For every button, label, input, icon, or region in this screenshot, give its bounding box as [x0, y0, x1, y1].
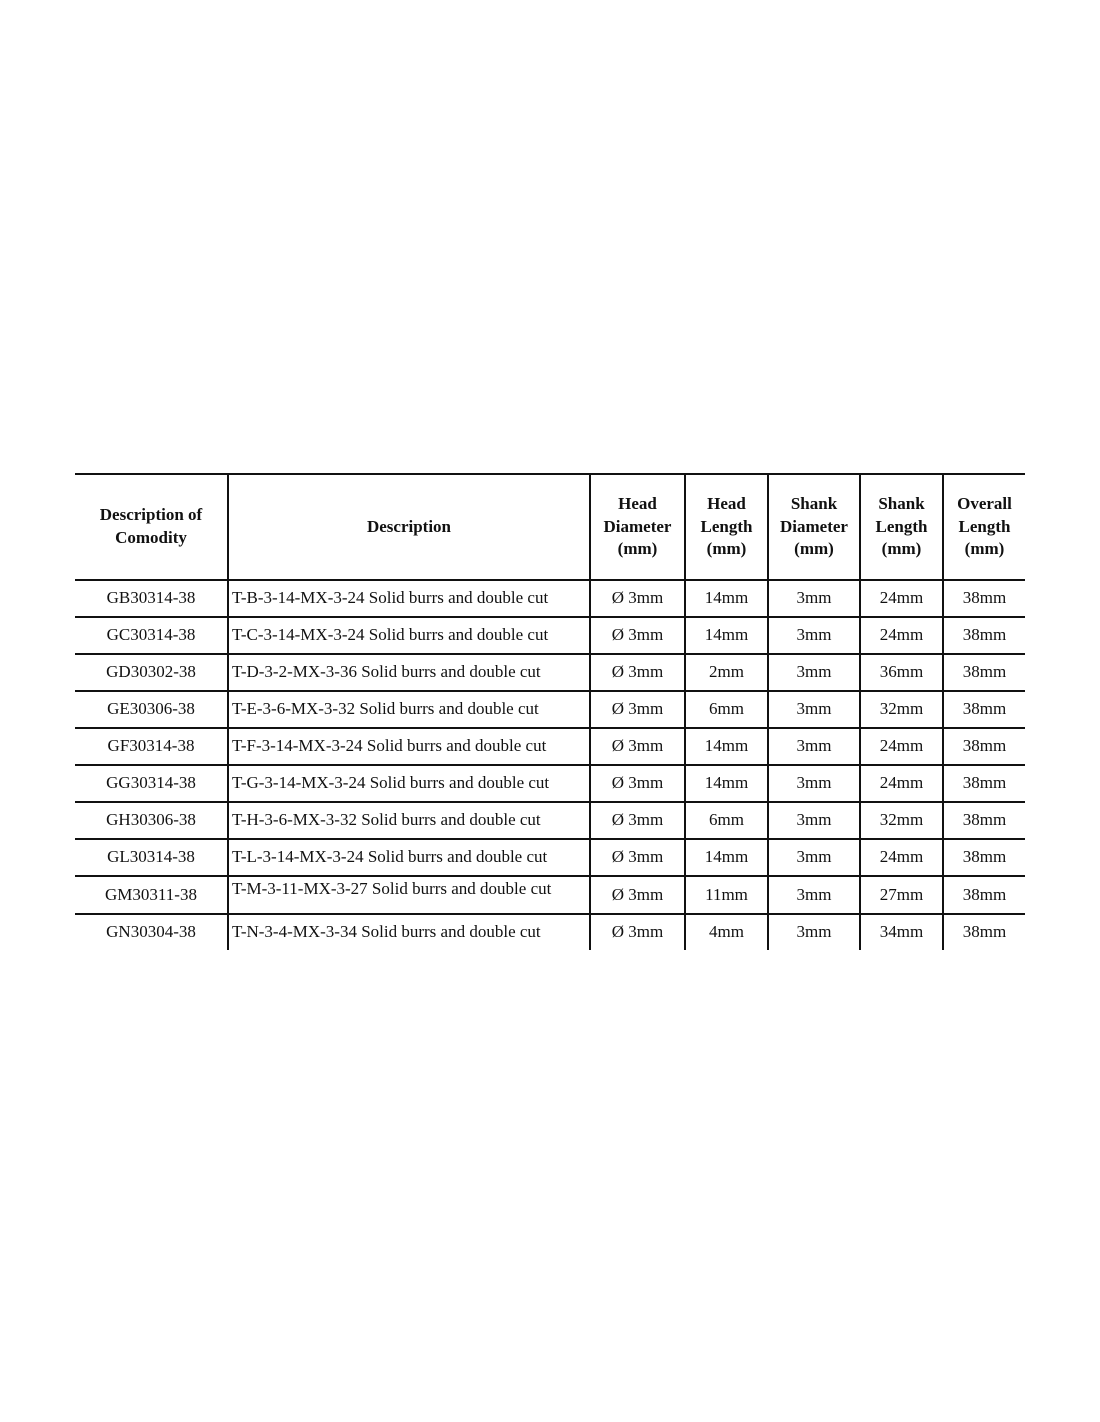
- header-shank-length: [860, 474, 943, 580]
- table-row: [75, 876, 1025, 914]
- cell-overall-length: 38mm: [943, 654, 1025, 691]
- header-head-length-line: Head: [707, 493, 746, 513]
- cell-head-diameter: Ø 3mm: [590, 876, 685, 914]
- header-shank-diameter-line: (mm): [794, 539, 834, 559]
- cell-shank-length: 36mm: [860, 654, 943, 691]
- cell-overall-length: 38mm: [943, 876, 1025, 914]
- header-overall-length: [943, 474, 1025, 580]
- header-overall-length-line: Length: [958, 516, 1011, 536]
- cell-head-length: 14mm: [685, 580, 768, 617]
- table-row: [75, 765, 1025, 802]
- header-shank-diameter: [768, 474, 860, 580]
- cell-shank-length: 32mm: [860, 691, 943, 728]
- cell-commodity: GN30304-38: [75, 914, 228, 950]
- cell-shank-length: 24mm: [860, 765, 943, 802]
- header-shank-length-line: Shank: [878, 493, 925, 513]
- header-head-length-line: (mm): [706, 539, 747, 559]
- header-head-length: [685, 474, 768, 580]
- table-row: [75, 654, 1025, 691]
- specification-table: [75, 473, 1025, 950]
- cell-shank-diameter: 3mm: [768, 654, 860, 691]
- cell-overall-length: 38mm: [943, 839, 1025, 876]
- cell-commodity: GH30306-38: [75, 802, 228, 839]
- cell-shank-diameter: 3mm: [768, 914, 860, 950]
- cell-description: [228, 876, 590, 914]
- cell-description: T-C-3-14-MX-3-24 Solid burrs and double cut: [228, 617, 590, 654]
- header-description-line: Description: [366, 516, 452, 536]
- cell-shank-diameter: 3mm: [768, 802, 860, 839]
- cell-head-length: 2mm: [685, 654, 768, 691]
- cell-overall-length: 38mm: [943, 691, 1025, 728]
- table-row: [75, 691, 1025, 728]
- cell-head-diameter: Ø 3mm: [590, 765, 685, 802]
- table-header-row: [75, 474, 1025, 580]
- cell-overall-length: 38mm: [943, 617, 1025, 654]
- cell-head-length: 4mm: [685, 914, 768, 950]
- cell-head-diameter: Ø 3mm: [590, 914, 685, 950]
- header-overall-length-line: (mm): [964, 539, 1005, 559]
- header-head-diameter-line: Diameter: [603, 516, 672, 536]
- cell-description: T-H-3-6-MX-3-32 Solid burrs and double cut: [228, 802, 590, 839]
- cell-head-length: 11mm: [685, 876, 768, 914]
- cell-head-length: 14mm: [685, 728, 768, 765]
- table-row: [75, 617, 1025, 654]
- header-commodity-line: Comodity: [115, 528, 187, 547]
- cell-overall-length: 38mm: [943, 802, 1025, 839]
- cell-overall-length: 38mm: [943, 580, 1025, 617]
- cell-shank-diameter: 3mm: [768, 765, 860, 802]
- cell-description: T-B-3-14-MX-3-24 Solid burrs and double cut: [228, 580, 590, 617]
- cell-shank-length: 24mm: [860, 728, 943, 765]
- table-row: [75, 728, 1025, 765]
- cell-commodity: GC30314-38: [75, 617, 228, 654]
- cell-shank-length: 24mm: [860, 580, 943, 617]
- header-shank-diameter-line: Shank: [790, 493, 838, 513]
- header-head-diameter-line: (mm): [617, 539, 658, 559]
- cell-shank-length: 34mm: [860, 914, 943, 950]
- header-commodity-line: Description of: [99, 505, 203, 525]
- cell-head-length: 14mm: [685, 839, 768, 876]
- cell-description: T-E-3-6-MX-3-32 Solid burrs and double cut: [228, 691, 590, 728]
- cell-head-length: 14mm: [685, 765, 768, 802]
- cell-commodity: GL30314-38: [75, 839, 228, 876]
- cell-description: T-G-3-14-MX-3-24 Solid burrs and double cut: [228, 765, 590, 802]
- table-row: [75, 802, 1025, 839]
- cell-description: T-D-3-2-MX-3-36 Solid burrs and double cut: [228, 654, 590, 691]
- header-shank-diameter-line: Diameter: [780, 516, 848, 536]
- cell-commodity: GF30314-38: [75, 728, 228, 765]
- cell-shank-diameter: 3mm: [768, 580, 860, 617]
- cell-description: T-N-3-4-MX-3-34 Solid burrs and double cut: [228, 914, 590, 950]
- table-row: [75, 839, 1025, 876]
- cell-commodity: GG30314-38: [75, 765, 228, 802]
- header-head-diameter-line: Head: [618, 493, 657, 513]
- cell-head-diameter: Ø 3mm: [590, 728, 685, 765]
- cell-shank-length: 24mm: [860, 839, 943, 876]
- header-head-length-line: Length: [700, 516, 753, 536]
- cell-commodity: GE30306-38: [75, 691, 228, 728]
- cell-head-length: 6mm: [685, 691, 768, 728]
- cell-head-diameter: Ø 3mm: [590, 802, 685, 839]
- table-row: [75, 580, 1025, 617]
- header-shank-length-line: (mm): [881, 539, 922, 559]
- header-commodity: [75, 474, 228, 580]
- cell-commodity: GB30314-38: [75, 580, 228, 617]
- cell-head-diameter: Ø 3mm: [590, 839, 685, 876]
- cell-description-text: T-M-3-11-MX-3-27 Solid burrs and double cut: [232, 879, 552, 898]
- cell-shank-length: 32mm: [860, 802, 943, 839]
- cell-commodity: GD30302-38: [75, 654, 228, 691]
- cell-description: T-F-3-14-MX-3-24 Solid burrs and double cut: [228, 728, 590, 765]
- cell-description: T-L-3-14-MX-3-24 Solid burrs and double cut: [228, 839, 590, 876]
- cell-overall-length: 38mm: [943, 728, 1025, 765]
- header-head-diameter: [590, 474, 685, 580]
- cell-head-length: 14mm: [685, 617, 768, 654]
- cell-commodity: GM30311-38: [75, 876, 228, 914]
- cell-overall-length: 38mm: [943, 914, 1025, 950]
- cell-overall-length: 38mm: [943, 765, 1025, 802]
- header-description: [228, 474, 590, 580]
- cell-shank-length: 24mm: [860, 617, 943, 654]
- header-overall-length-line: Overall: [957, 493, 1012, 513]
- cell-shank-length: 27mm: [860, 876, 943, 914]
- cell-head-diameter: Ø 3mm: [590, 654, 685, 691]
- cell-shank-diameter: 3mm: [768, 617, 860, 654]
- cell-shank-diameter: 3mm: [768, 691, 860, 728]
- cell-shank-diameter: 3mm: [768, 876, 860, 914]
- cell-shank-diameter: 3mm: [768, 839, 860, 876]
- table-row: [75, 914, 1025, 950]
- cell-head-length: 6mm: [685, 802, 768, 839]
- cell-head-diameter: Ø 3mm: [590, 617, 685, 654]
- cell-head-diameter: Ø 3mm: [590, 580, 685, 617]
- cell-shank-diameter: 3mm: [768, 728, 860, 765]
- cell-head-diameter: Ø 3mm: [590, 691, 685, 728]
- header-shank-length-line: Length: [875, 516, 928, 536]
